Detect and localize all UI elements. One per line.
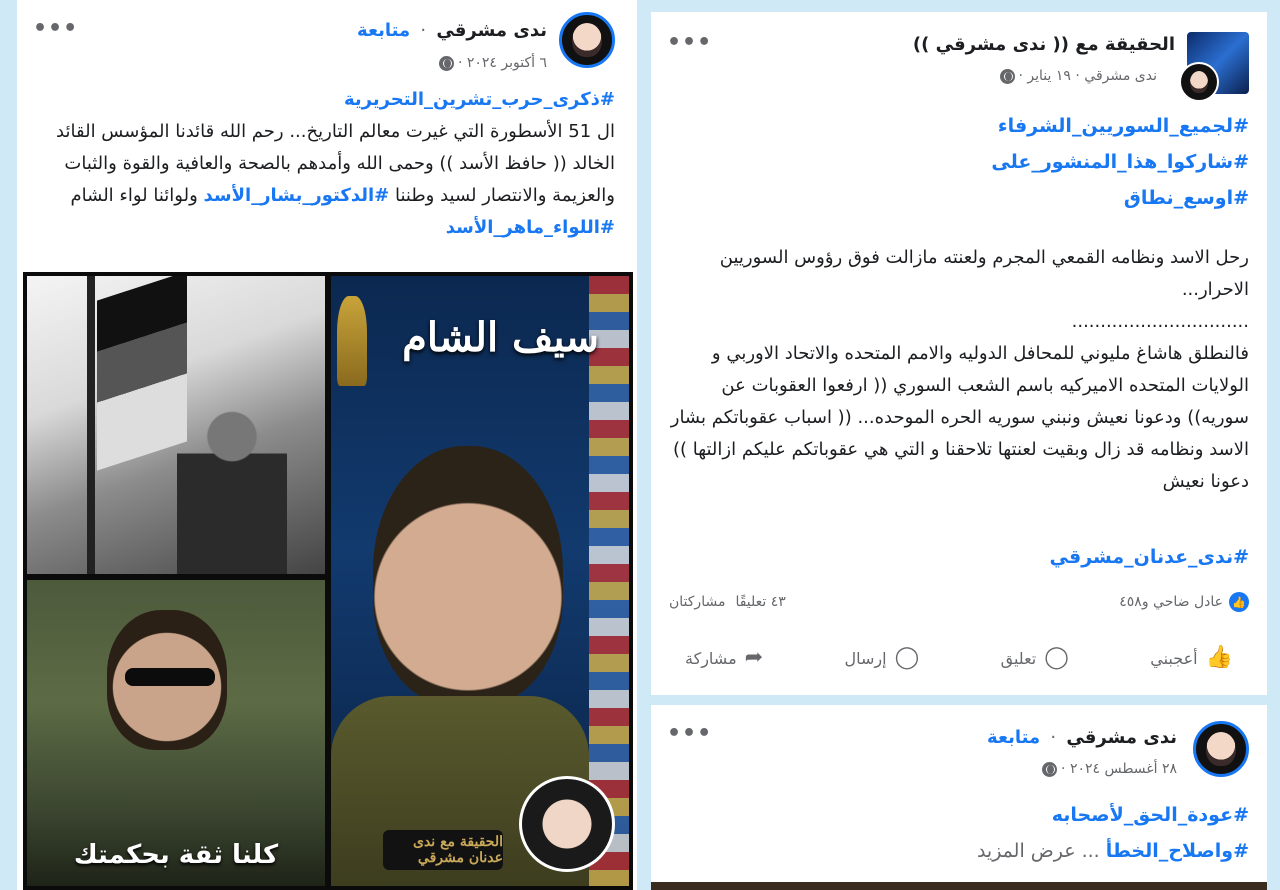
- eagle-emblem-icon: [337, 296, 367, 386]
- more-options-icon[interactable]: •••: [33, 16, 79, 41]
- post-meta: [439, 55, 547, 71]
- share-button[interactable]: [669, 641, 779, 675]
- flag-icon: [97, 276, 187, 471]
- globe-icon: [1000, 69, 1015, 84]
- author-name[interactable]: ندى مشرقي: [436, 20, 547, 41]
- avatar-face-icon: [1206, 732, 1236, 766]
- blue-poster-photo: [331, 276, 629, 886]
- hashtag-link[interactable]: #ذكرى_حرب_تشرين_التحريرية: [343, 89, 615, 110]
- round-author-photo: [519, 776, 615, 872]
- avatar-face-icon: [572, 23, 602, 57]
- follow-link[interactable]: متابعة: [357, 20, 411, 41]
- like-label: أعجبني: [1150, 648, 1198, 668]
- third-post: [651, 705, 1267, 890]
- author-line: [357, 20, 547, 41]
- engagement-counts: [669, 594, 786, 610]
- hashtag-link[interactable]: #اللواء_ماهر_الأسد: [445, 217, 615, 238]
- like-button[interactable]: [1134, 641, 1249, 675]
- hashtag-link[interactable]: #عودة_الحق_لأصحابه: [1051, 804, 1249, 826]
- sunglasses: [125, 668, 215, 686]
- post-image-collage[interactable]: [23, 272, 633, 890]
- post-body-text: ولوائنا لواء الشام: [70, 185, 204, 206]
- next-image-strip: [651, 882, 1267, 890]
- post-body: [669, 242, 1249, 498]
- see-more-link[interactable]: ... عرض المزيد: [976, 840, 1100, 862]
- post-meta-text[interactable]: ندى مشرقي · ١٩ يناير ·: [1018, 68, 1157, 84]
- post-body-text: فالنطلق هاشاغ مليوني للمحافل الدوليه والامم المتحده والاتحاد الاوربي و الولايات المتحده الاميركيه باسم الشعب السوري (( ارفعوا العقوبات عن سوريه)) ودعونا نعيش ونبني سوريه الحره الموحده... (( اسباب عقوباتكم بشار الاسد ونظامه قد زال وبقيت لعنتها تلاحقنا و التي هي عقوباتكم عليكم ازالتها )) دعونا نعيش: [670, 343, 1249, 492]
- thumbs-up-icon: 👍: [1205, 645, 1233, 670]
- share-label: مشاركة: [685, 648, 737, 668]
- post-date[interactable]: ٦ أكتوبر ٢٠٢٤ ·: [457, 55, 547, 71]
- author-name[interactable]: ندى مشرقي: [1066, 727, 1177, 748]
- image-caption: كلنا ثقة بحكمتك: [73, 840, 279, 870]
- like-reaction-icon: 👍: [1229, 592, 1249, 612]
- right-post: [651, 12, 1267, 695]
- name-separator: ·: [1050, 727, 1057, 748]
- post-meta: [1000, 68, 1157, 84]
- black-white-photo: [27, 276, 325, 574]
- saluting-figure: [177, 406, 287, 574]
- hashtag-link[interactable]: #واصلاح_الخطأ: [1105, 840, 1249, 862]
- poster-title: سيف الشام: [402, 314, 599, 361]
- comment-button[interactable]: [985, 641, 1085, 675]
- shares-count[interactable]: مشاركتان: [669, 594, 726, 610]
- bottom-hashtag-wrap: [1050, 546, 1249, 568]
- name-separator: ·: [420, 20, 427, 41]
- post-stats: [669, 590, 1249, 614]
- send-label: إرسال: [844, 648, 887, 668]
- comment-bubble-icon: ◯: [1044, 645, 1069, 670]
- author-avatar[interactable]: [559, 12, 615, 68]
- comment-label: تعليق: [1000, 648, 1037, 668]
- send-button[interactable]: [828, 641, 935, 675]
- hashtag-list: [977, 797, 1249, 869]
- hashtag-link[interactable]: #لجميع_السوريين_الشرفاء: [997, 115, 1249, 137]
- dotted-separator: ...............................: [1071, 311, 1249, 332]
- military-portrait-photo: [27, 580, 325, 886]
- follow-link[interactable]: متابعة: [987, 727, 1041, 748]
- post-body-text: ال 51 الأسطورة التي غيرت معالم التاريخ... رحم الله قائدنا المؤسس القائد الخالد (( حافظ الأسد )) وحمى الله وأمدهم بالصحة والعافية والقوة والثبات والعزيمة والانتصار لسيد وطننا: [56, 121, 615, 206]
- post-action-bar: [669, 638, 1249, 678]
- author-line: [987, 727, 1177, 748]
- poster-badge: الحقيقة مع ندى عدنان مشرقي: [383, 830, 503, 870]
- reactions-text: عادل ضاحي و٤٥٨: [1119, 594, 1223, 610]
- author-avatar[interactable]: [1193, 721, 1249, 777]
- whatsapp-icon: ◯: [894, 645, 920, 670]
- hashtag-list: [991, 108, 1249, 216]
- more-options-icon[interactable]: •••: [667, 30, 713, 55]
- globe-icon: [439, 56, 454, 71]
- avatar-face-icon: [1190, 71, 1208, 93]
- left-post-text: [35, 84, 615, 244]
- post-date[interactable]: ٢٨ أغسطس ٢٠٢٤ ·: [1061, 761, 1177, 777]
- hashtag-link[interactable]: #اوسع_نطاق: [1123, 187, 1249, 209]
- left-post-header: [17, 10, 637, 78]
- share-arrow-icon: ➦: [744, 645, 764, 670]
- hashtag-link[interactable]: #شاركوا_هذا_المنشور_على: [991, 151, 1249, 173]
- more-options-icon[interactable]: •••: [667, 721, 713, 746]
- hashtag-link[interactable]: #الدكتور_بشار_الأسد: [203, 185, 390, 206]
- hashtag-link[interactable]: #ندى_عدنان_مشرقي: [1049, 546, 1249, 568]
- globe-icon: [1042, 762, 1057, 777]
- post-meta: [1042, 761, 1177, 777]
- flag-pole: [87, 276, 95, 574]
- page-name[interactable]: الحقيقة مع (( ندى مشرقي )): [912, 34, 1175, 55]
- left-post: [17, 0, 637, 890]
- poster-portrait: [373, 446, 563, 706]
- author-mini-avatar[interactable]: [1179, 62, 1219, 102]
- comments-count[interactable]: ٤٣ تعليقًا: [735, 594, 786, 610]
- page-avatar[interactable]: [1187, 32, 1249, 94]
- post-body-text: رحل الاسد ونظامه القمعي المجرم ولعنته مازالت فوق رؤوس السوريين الاحرار...: [719, 247, 1249, 300]
- reactions-summary[interactable]: [1119, 592, 1249, 612]
